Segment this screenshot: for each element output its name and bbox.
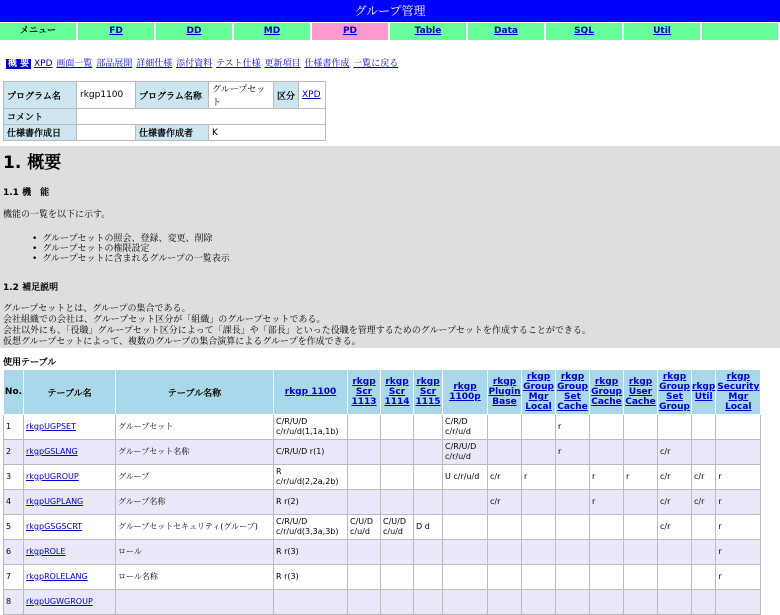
col-header-group-set-cache: rkgp Group Set Cache: [556, 370, 590, 415]
nav-menu-label: メニュー: [0, 23, 76, 40]
table-cell: r: [556, 440, 590, 465]
comment-value: [77, 109, 326, 125]
section-title: 1. 概要: [3, 153, 62, 173]
table-cell: C/R/U/D c/r/u/d: [443, 440, 488, 465]
program-name-value: rkgp1100: [77, 82, 136, 109]
table-cell: r: [556, 415, 590, 440]
notes-line: 会社以外にも、「役職」グループセット区分によって「課長」や「部長」といった役職を管理するためのグループセットを作成することができる。: [3, 326, 591, 336]
table-cell: [590, 565, 624, 590]
table-cell: [24, 490, 116, 515]
table-cell: [443, 515, 488, 540]
table-row: [4, 415, 761, 440]
table-cell: U c/r/u/d: [443, 465, 488, 490]
comment-label: コメント: [4, 109, 77, 125]
table-row: [4, 540, 761, 565]
table-cell: [24, 465, 116, 490]
table-cell: [116, 590, 274, 615]
doc-link-screens[interactable]: 画面一覧: [56, 59, 93, 69]
table-cell: [658, 590, 692, 615]
table-header-row: [4, 370, 761, 415]
table-name-link[interactable]: rkgpGSGSCRT: [26, 522, 83, 531]
usage-table-title: 使用テーブル: [3, 358, 57, 368]
table-cell: [24, 590, 116, 615]
table-cell: c/r: [658, 515, 692, 540]
table-cell: ロール名称: [116, 565, 274, 590]
col-header-scr1114: rkgp Scr 1114: [381, 370, 414, 415]
notes-line: 会社組織での会社は、グループセット区分が「組織」のグループセットである。: [3, 315, 326, 325]
table-cell: C/R/U/D r(1): [274, 440, 348, 465]
table-cell: r: [590, 490, 624, 515]
nav-item-util[interactable]: Util: [624, 23, 700, 40]
nav-item-dd[interactable]: DD: [156, 23, 232, 40]
table-cell: [522, 540, 556, 565]
doc-link-detail[interactable]: 詳細仕様: [136, 59, 173, 69]
table-cell: ロール: [116, 540, 274, 565]
table-cell: 6: [4, 540, 24, 565]
table-cell: [414, 440, 443, 465]
doc-link-xpd[interactable]: XPD: [34, 59, 53, 69]
table-row: [4, 565, 761, 590]
table-cell: [692, 515, 716, 540]
table-cell: r: [716, 515, 761, 540]
table-name-link[interactable]: rkgpUGROUP: [26, 472, 79, 481]
table-cell: [522, 565, 556, 590]
nav-bar: [0, 23, 780, 40]
table-cell: [443, 565, 488, 590]
table-cell: [348, 465, 381, 490]
nav-item-pd[interactable]: PD: [312, 23, 388, 40]
col-header-util: rkgp Util: [692, 370, 716, 415]
created-date-label: 仕様書作成日: [4, 125, 77, 141]
table-cell: [624, 490, 658, 515]
table-cell: [522, 490, 556, 515]
author-label: 仕様書作成者: [136, 125, 209, 141]
function-list: [32, 234, 230, 264]
table-cell: [590, 515, 624, 540]
table-cell: [24, 540, 116, 565]
table-cell: グループセット名称: [116, 440, 274, 465]
table-cell: r: [716, 490, 761, 515]
col-header-group-cache: rkgp Group Cache: [590, 370, 624, 415]
table-cell: [414, 590, 443, 615]
table-cell: [624, 440, 658, 465]
col-header-group-set-group: rkgp Group Set Group: [658, 370, 692, 415]
table-cell: [692, 540, 716, 565]
notes-line: グループセットとは、グループの集合である。: [3, 304, 191, 314]
table-cell: [556, 565, 590, 590]
table-cell: [381, 440, 414, 465]
table-cell: [624, 590, 658, 615]
table-cell: [414, 490, 443, 515]
subsection-notes: 1.2 補足説明: [3, 283, 59, 293]
table-cell: [24, 440, 116, 465]
table-cell: C/R/U/D c/r/u/d(1,1a,1b): [274, 415, 348, 440]
nav-item-fd[interactable]: FD: [78, 23, 154, 40]
created-date-value: [77, 125, 136, 141]
table-cell: [488, 515, 522, 540]
author-value: K: [209, 125, 326, 141]
doc-link-back[interactable]: 一覧に戻る: [353, 59, 399, 69]
doc-link-current: 概 要: [8, 59, 30, 69]
table-cell: 3: [4, 465, 24, 490]
table-cell: [590, 590, 624, 615]
table-cell: 5: [4, 515, 24, 540]
table-cell: [348, 590, 381, 615]
table-cell: [381, 490, 414, 515]
table-cell: [590, 415, 624, 440]
col-header-security-mgr-local: rkgp Security Mgr Local: [716, 370, 761, 415]
table-row: [4, 465, 761, 490]
table-cell: [522, 415, 556, 440]
table-cell: グループ: [116, 465, 274, 490]
function-intro: 機能の一覧を以下に示す。: [3, 210, 111, 220]
table-cell: [414, 415, 443, 440]
table-cell: [556, 515, 590, 540]
col-header-scr1113: rkgp Scr 1113: [348, 370, 381, 415]
table-cell: r: [522, 465, 556, 490]
table-cell: [381, 465, 414, 490]
kubun-label: 区分: [274, 82, 299, 109]
nav-item-table[interactable]: Table: [390, 23, 466, 40]
table-name-link[interactable]: rkgpROLELANG: [26, 572, 88, 581]
table-cell: [381, 540, 414, 565]
table-cell: [692, 440, 716, 465]
table-cell: [488, 565, 522, 590]
col-header-plugin-base: rkgp Plugin Base: [488, 370, 522, 415]
table-cell: c/r: [658, 490, 692, 515]
table-cell: [658, 415, 692, 440]
table-cell: 8: [4, 590, 24, 615]
table-name-link[interactable]: rkgpUGPLANG: [26, 497, 84, 506]
table-cell: [414, 565, 443, 590]
table-cell: [348, 565, 381, 590]
doc-link-test[interactable]: テスト仕様: [215, 59, 261, 69]
table-cell: C/R/D c/r/u/d: [443, 415, 488, 440]
table-cell: [381, 590, 414, 615]
table-cell: [443, 540, 488, 565]
table-cell: [624, 415, 658, 440]
table-cell: [590, 440, 624, 465]
nav-blank-cell: [702, 23, 778, 40]
usage-table: [3, 369, 761, 615]
table-cell: r: [590, 465, 624, 490]
table-cell: c/r: [488, 490, 522, 515]
col-header-group-mgr-local: rkgp Group Mgr Local: [522, 370, 556, 415]
table-row: [4, 590, 761, 615]
table-cell: r: [716, 565, 761, 590]
table-cell: 4: [4, 490, 24, 515]
table-cell: [381, 565, 414, 590]
table-cell: [658, 565, 692, 590]
col-header-rkgp1100p: rkgp 1100p: [443, 370, 488, 415]
program-title-label: プログラム名称: [136, 82, 209, 109]
table-name-link[interactable]: rkgpUGWGROUP: [26, 597, 93, 606]
program-name-label: プログラム名: [4, 82, 77, 109]
table-name-link[interactable]: rkgpROLE: [26, 547, 66, 556]
table-cell: [443, 590, 488, 615]
table-cell: [658, 540, 692, 565]
table-cell: c/r: [658, 440, 692, 465]
table-cell: グループセット: [116, 415, 274, 440]
table-cell: C/U/D c/u/d: [348, 515, 381, 540]
list-item: • グループセットの権限設定: [32, 244, 230, 254]
table-cell: [488, 415, 522, 440]
table-cell: [24, 565, 116, 590]
kubun-link[interactable]: XPD: [302, 90, 321, 100]
table-cell: [716, 415, 761, 440]
table-cell: r: [624, 465, 658, 490]
table-cell: [556, 590, 590, 615]
table-cell: [556, 465, 590, 490]
table-cell: [556, 540, 590, 565]
table-cell: [24, 415, 116, 440]
table-cell: [274, 590, 348, 615]
table-cell: 1: [4, 415, 24, 440]
table-name-link[interactable]: rkgpUGPSET: [26, 422, 76, 431]
table-cell: [716, 590, 761, 615]
table-cell: [590, 540, 624, 565]
table-cell: [348, 490, 381, 515]
doc-links: [6, 56, 399, 69]
table-cell: [692, 415, 716, 440]
doc-link-attach[interactable]: 添付資料: [176, 59, 213, 69]
table-cell: c/r: [692, 490, 716, 515]
table-cell: C/R/U/D c/r/u/d(3,3a,3b): [274, 515, 348, 540]
doc-link-create-spec[interactable]: 仕様書作成: [304, 59, 350, 69]
table-cell: [488, 540, 522, 565]
doc-link-parts[interactable]: 部品展開: [96, 59, 133, 69]
table-cell: 2: [4, 440, 24, 465]
table-cell: c/r: [692, 465, 716, 490]
list-item: • グループセットに含まれるグループの一覧表示: [32, 254, 230, 264]
notes-text: [3, 304, 591, 348]
kubun-value: [299, 82, 326, 109]
nav-item-sql[interactable]: SQL: [546, 23, 622, 40]
table-name-link[interactable]: rkgpGSLANG: [26, 447, 78, 456]
col-header-scr1115: rkgp Scr 1115: [414, 370, 443, 415]
nav-item-data[interactable]: Data: [468, 23, 544, 40]
doc-link-updates[interactable]: 更新項目: [264, 59, 301, 69]
table-cell: R c/r/u/d(2,2a,2b): [274, 465, 348, 490]
table-row: [4, 515, 761, 540]
table-cell: D d: [414, 515, 443, 540]
table-cell: [443, 490, 488, 515]
program-info-table: [3, 81, 326, 141]
table-cell: [624, 540, 658, 565]
subsection-function: 1.1 機 能: [3, 188, 50, 198]
program-title-value: グループセット: [209, 82, 274, 109]
nav-item-md[interactable]: MD: [234, 23, 310, 40]
table-cell: [348, 540, 381, 565]
table-cell: [556, 490, 590, 515]
table-cell: [24, 515, 116, 540]
table-cell: r: [716, 465, 761, 490]
table-cell: [692, 590, 716, 615]
table-cell: [381, 415, 414, 440]
table-cell: c/r: [488, 465, 522, 490]
table-cell: [716, 440, 761, 465]
table-cell: [522, 515, 556, 540]
table-cell: r: [716, 540, 761, 565]
col-header-no: No.: [4, 370, 24, 415]
page-title: グループ管理: [0, 0, 780, 22]
table-cell: c/r: [658, 465, 692, 490]
table-cell: [522, 590, 556, 615]
table-cell: [488, 590, 522, 615]
table-cell: グループセットセキュリティ(グループ): [116, 515, 274, 540]
table-cell: [414, 465, 443, 490]
table-cell: [414, 540, 443, 565]
table-cell: [624, 515, 658, 540]
table-row: [4, 440, 761, 465]
list-item: • グループセットの照会、登録、変更、削除: [32, 234, 230, 244]
table-cell: [348, 440, 381, 465]
notes-line: 仮想グループセットによって、複数のグループの集合演算によるグループを作成できる。: [3, 337, 361, 347]
table-cell: R r(2): [274, 490, 348, 515]
table-cell: [488, 440, 522, 465]
table-cell: [522, 440, 556, 465]
table-cell: [692, 565, 716, 590]
table-cell: 7: [4, 565, 24, 590]
table-cell: R r(3): [274, 565, 348, 590]
col-header-user-cache: rkgp User Cache: [624, 370, 658, 415]
col-header-rkgp1100: rkgp 1100: [274, 370, 348, 415]
col-header-table-title: テーブル名称: [116, 370, 274, 415]
col-header-table-name: テーブル名: [24, 370, 116, 415]
table-cell: R r(3): [274, 540, 348, 565]
table-cell: [624, 565, 658, 590]
table-cell: グループ名称: [116, 490, 274, 515]
table-cell: [348, 415, 381, 440]
table-cell: C/U/D c/u/d: [381, 515, 414, 540]
table-row: [4, 490, 761, 515]
